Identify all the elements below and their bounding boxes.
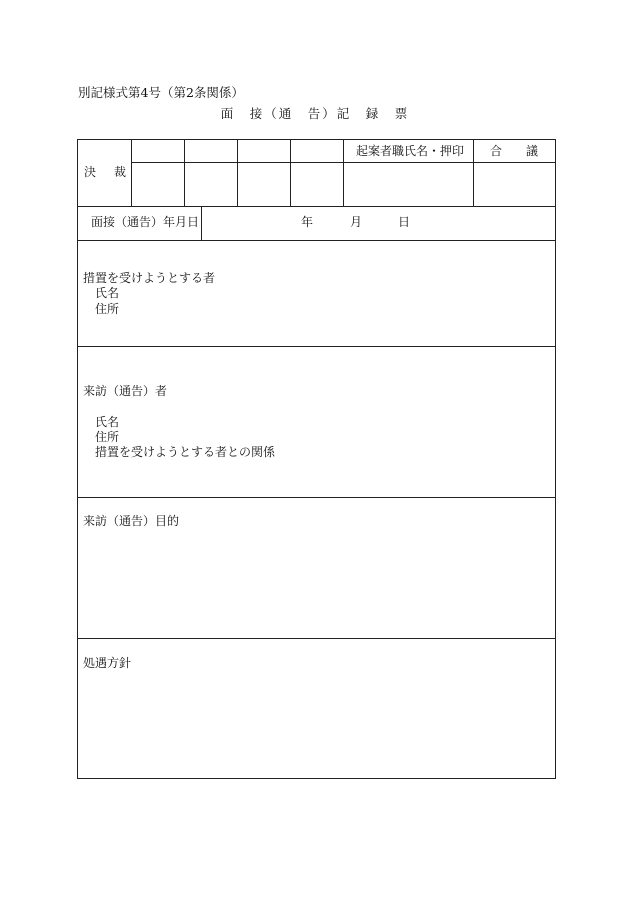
approval-stamp-divider-3: [290, 140, 291, 206]
policy-heading: 処遇方針: [83, 656, 132, 670]
consult-label: 合 議: [490, 144, 539, 158]
record-form: [77, 139, 556, 779]
purpose-bottom-line: [78, 638, 555, 639]
visitor-heading: 来訪（通告）者: [83, 384, 168, 398]
visitor-name-label: 氏名: [95, 415, 120, 429]
date-row-label: 面接（通告）年月日: [91, 215, 200, 229]
subject-heading: 措置を受けようとする者: [83, 271, 216, 285]
approval-label-divider: [131, 140, 132, 206]
document-title: 面 接（通 告）記 録 票: [220, 106, 410, 121]
date-row-top-line: [78, 206, 555, 207]
purpose-heading: 来訪（通告）目的: [83, 514, 180, 528]
approval-consult-divider: [473, 140, 474, 206]
visitor-bottom-line: [78, 497, 555, 498]
subject-bottom-line: [78, 346, 555, 347]
date-year-label: 年: [301, 215, 314, 229]
approval-stamp-divider-4: [343, 140, 344, 206]
visitor-address-label: 住所: [95, 430, 120, 444]
date-month-label: 月: [350, 215, 363, 229]
visitor-relation-label: 措置を受けようとする者との関係: [95, 445, 276, 459]
approval-stamp-divider-1: [184, 140, 185, 206]
subject-name-label: 氏名: [95, 286, 120, 300]
approval-stamp-divider-2: [237, 140, 238, 206]
date-row-divider: [201, 206, 202, 240]
approval-label: 決 裁: [84, 165, 130, 179]
date-row-bottom-line: [78, 240, 555, 241]
drafter-label: 起案者職氏名・押印: [356, 144, 465, 158]
date-day-label: 日: [398, 215, 411, 229]
subject-address-label: 住所: [95, 302, 120, 316]
form-number: 別記様式第4号（第2条関係）: [78, 85, 244, 100]
